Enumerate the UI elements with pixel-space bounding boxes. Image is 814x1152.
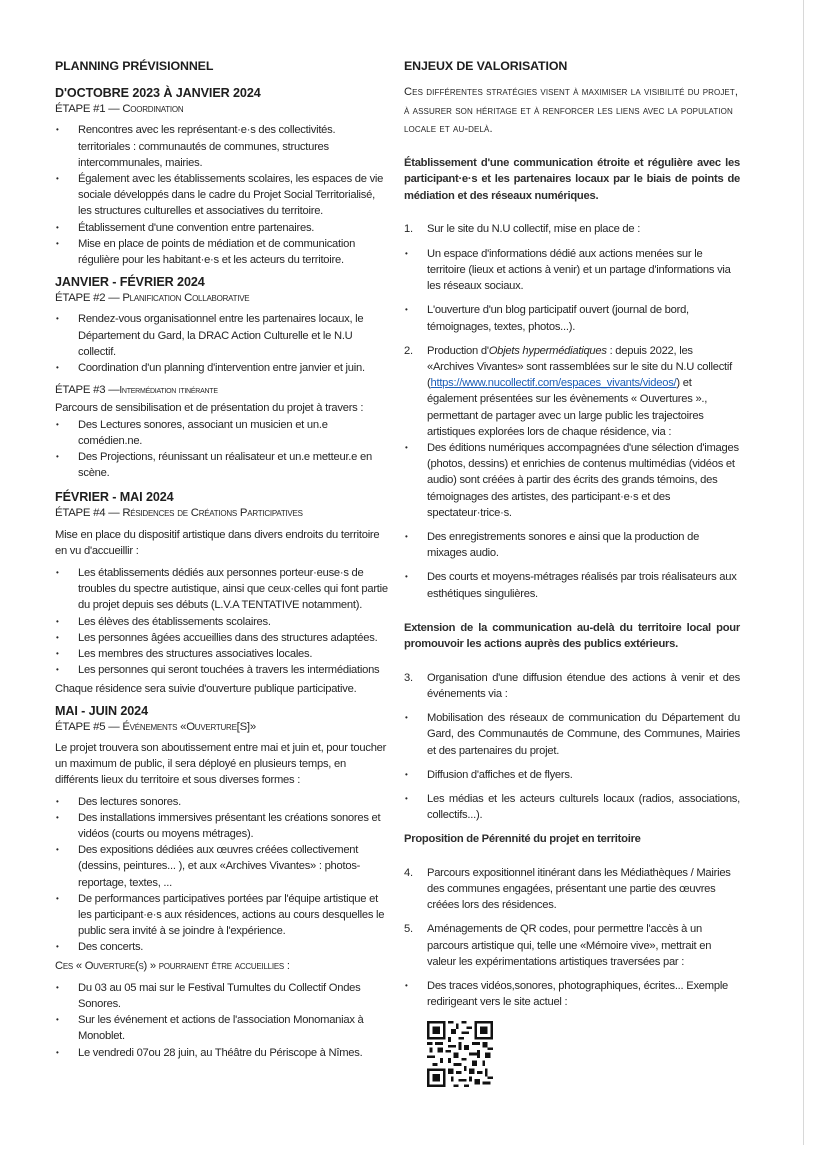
list-item: • Rendez-vous organisationnel entre les partenaires locaux, le Département du Gard, la DRAC Action Culturelle et le N.U collectif. [55,311,388,360]
step-heading [55,290,388,306]
list-item: • Les personnes âgées accueillies dans des structures adaptées. [55,630,388,646]
step-name: Événements «Ouverture[S]» [122,720,256,733]
step-heading [55,505,388,521]
item-number: 4. [404,866,413,879]
item-text: Aménagements de QR codes, pour permettre l'accès à un parcours artistique qui, telle une «Mémoire vive», mettrait en valeur les expérimentations artistiques traversées par : [427,923,712,968]
list-item: • Coordination d'un planning d'intervention entre janvier et juin. [55,360,388,376]
list-item: • Les membres des structures associatives locales. [55,646,388,662]
list-item: • Des Projections, réunissant un réalisateur et un.e metteur.e en scène. [55,449,388,481]
list-item: • Les personnes qui seront touchées à travers les intermédiations [55,662,388,678]
numbered-item [404,343,740,440]
period-heading: FÉVRIER - MAI 2024 [55,490,174,505]
bullet-list [55,794,388,956]
right-column [404,58,740,1087]
section-heading: Établissement d'une communication étroite et régulière avec les participant·e·s et les partenaires locaux par le biais de points de médiation et des réseaux numériques. [404,156,740,202]
item-number: 5. [404,923,413,936]
planning-title: PLANNING PRÉVISIONNEL [55,59,214,73]
intro-paragraph: Ces différentes stratégies visent à maximiser la visibilité du projet, à assurer son héritage et à renforcer les liens avec la population locale et au-delà. [404,86,739,136]
list-item: • Des expositions dédiées aux œuvres créées collectivement (dessins, peintures... ), et aux «Archives Vivantes» : photos-reportage, textes, ... [55,842,388,891]
numbered-item [404,865,740,914]
numbered-item [404,921,740,970]
period-heading: D'OCTOBRE 2023 À JANVIER 2024 [55,86,261,101]
list-item: • Établissement d'une convention entre partenaires. [55,220,388,236]
list-item: • Des lectures sonores. [55,794,388,810]
step-number: ÉTAPE #3 — [55,384,120,397]
item-text: Parcours expositionnel itinérant dans les Médiathèques / Mairies des communes engagées, présentant une partie des œuvres créées lors des résidences. [427,866,731,912]
step-name: Coordination [122,103,184,116]
list-item: • L'ouverture d'un blog participatif ouvert (journal de bord, témoignages, textes, photos...). [404,302,740,334]
list-item: • Des courts et moyens-métrages réalisés par trois réalisateurs aux esthétiques singulières. [404,569,740,601]
bullet-list [404,978,740,1010]
list-item: • Sur les événement et actions de l'association Monomaniax à Monoblet. [55,1012,388,1044]
step-heading [55,382,388,399]
step-number: ÉTAPE #4 — [55,507,123,520]
section-heading: Proposition de Pérennité du projet en territoire [404,833,641,846]
list-item: • Des enregistrements sonores e ainsi que la production de mixages audio. [404,529,740,561]
item-number: 2. [404,344,413,357]
bullet-list [55,417,388,482]
archives-link[interactable]: https://www.nucollectif.com/espaces_vivants/videos/ [430,377,677,390]
list-item: • Également avec les établissements scolaires, les espaces de vie sociale développés dans le cadre du Projet Social Territorialisé, les structures culturelles et associatives du territoire. [55,171,388,220]
item-text: Sur le site du N.U collectif, mise en place de : [427,223,641,236]
item-text-post: ) et également présentées sur les évènements « Ouvertures »., permettant de partager avec un large public les trajectoires artistiques explorées lors de chaque résidence, via : [427,377,708,438]
paragraph: Mise en place du dispositif artistique dans divers endroits du territoire en vu d'accueillir : [55,528,380,557]
item-number: 3. [404,671,413,684]
bullet-list [404,710,740,823]
period-heading: JANVIER - FÉVRIER 2024 [55,275,205,290]
item-text: Organisation d'une diffusion étendue des actions à venir et des événements via : [427,671,740,700]
list-item: • Mobilisation des réseaux de communication du Département du Gard, des Communautés de Commune, des Communes, Mairies et des partenaires du projet. [404,710,740,759]
item-text-mid: : depuis 2022, les «Archives Vivantes» sont rassemblées sur le site du N.U collectif ( [427,344,733,390]
list-item: • Un espace d'informations dédié aux actions menées sur le territoire (lieux et actions à venir) et un partage d'informations via les réseaux sociaux. [404,246,740,295]
bullet-list [404,246,740,335]
step-heading [55,719,388,735]
venues-list [55,980,388,1061]
list-item: • Des éditions numériques accompagnées d'une sélection d'images (photos, dessins) et enrichies de contenus multimédias (vidéos et audio) sont créées à partir des écrits des grands témoins, des témoignages des artistes, des participant·e·s et des spectateur·trice·s. [404,440,740,521]
page-edge-line [803,0,804,1145]
list-item: • Les élèves des établissements scolaires. [55,614,388,630]
list-item: • Des concerts. [55,939,388,955]
step-name: Résidences de Créations Participatives [122,507,303,520]
list-item: • Du 03 au 05 mai sur le Festival Tumultes du Collectif Ondes Sonores. [55,980,388,1012]
list-item: • Les établissements dédiés aux personnes porteur·euse·s de troubles du spectre autistique, ainsi que ceux·celles qui font partie du projet depuis ses débuts (L.V.A TENTATIVE notamment). [55,565,388,614]
step-name: Intermédiation itinérante [119,385,218,397]
list-item: • Les médias et les acteurs culturels locaux (radios, associations, collectifs...). [404,791,740,823]
paragraph: Chaque résidence sera suivie d'ouverture publique participative. [55,682,357,695]
list-item: • Mise en place de points de médiation et de communication régulière pour les habitant·e·s et les acteurs du territoire. [55,236,388,268]
paragraph: Parcours de sensibilisation et de présentation du projet à travers : [55,402,364,415]
bullet-list [55,311,388,376]
step-name: Planification Collaborative [122,292,250,305]
numbered-item [404,221,740,237]
paragraph: Le projet trouvera son aboutissement entre mai et juin et, pour toucher un maximum de public, il sera déployé en plusieurs temps, en différents lieux du territoire et sous diverses formes : [55,741,387,787]
list-item: • Des Lectures sonores, associant un musicien et un.e comédien.ne. [55,417,388,449]
valorisation-title: ENJEUX DE VALORISATION [404,59,568,73]
step-heading [55,101,388,117]
list-item: • Diffusion d'affiches et de flyers. [404,767,740,783]
item-text-emphasis: Objets hypermédiatiques [488,344,607,357]
bullet-list [55,565,388,678]
step-number: ÉTAPE #2 — [55,292,123,305]
list-item: • Rencontres avec les représentant·e·s des collectivités. territoriales : communautés de communes, structures intercommunales, mairies. [55,122,388,171]
section-heading: Extension de la communication au-delà du territoire local pour promouvoir les actions auprès des publics extérieurs. [404,621,740,651]
item-number: 1. [404,223,413,236]
bullet-list [404,440,740,602]
list-item: • Le vendredi 07ou 28 juin, au Théâtre du Périscope à Nîmes. [55,1045,388,1061]
period-heading: MAI - JUIN 2024 [55,703,148,718]
bullet-list [55,122,388,268]
item-text-pre: Production d' [427,344,489,357]
list-item: • De performances participatives portées par l'équipe artistique et les participant·e·s aux résidences, actions au cours desquelles le public sera invité à se joindre à l'expérience. [55,891,388,940]
step-number: ÉTAPE #5 — [55,720,123,733]
list-item: • Des installations immersives présentant les créations sonores et vidéos (courts ou moyens métrages). [55,810,388,842]
venues-heading: Ces « Ouverture(s) » pourraient être accueillies : [55,959,290,972]
left-column [55,58,388,1063]
step-number: ÉTAPE #1 — [55,103,123,116]
list-item: • Des traces vidéos,sonores, photographiques, écrites... Exemple redirigeant vers le site actuel : [404,978,740,1010]
qr-code-icon[interactable] [427,1021,493,1087]
numbered-item [404,670,740,702]
